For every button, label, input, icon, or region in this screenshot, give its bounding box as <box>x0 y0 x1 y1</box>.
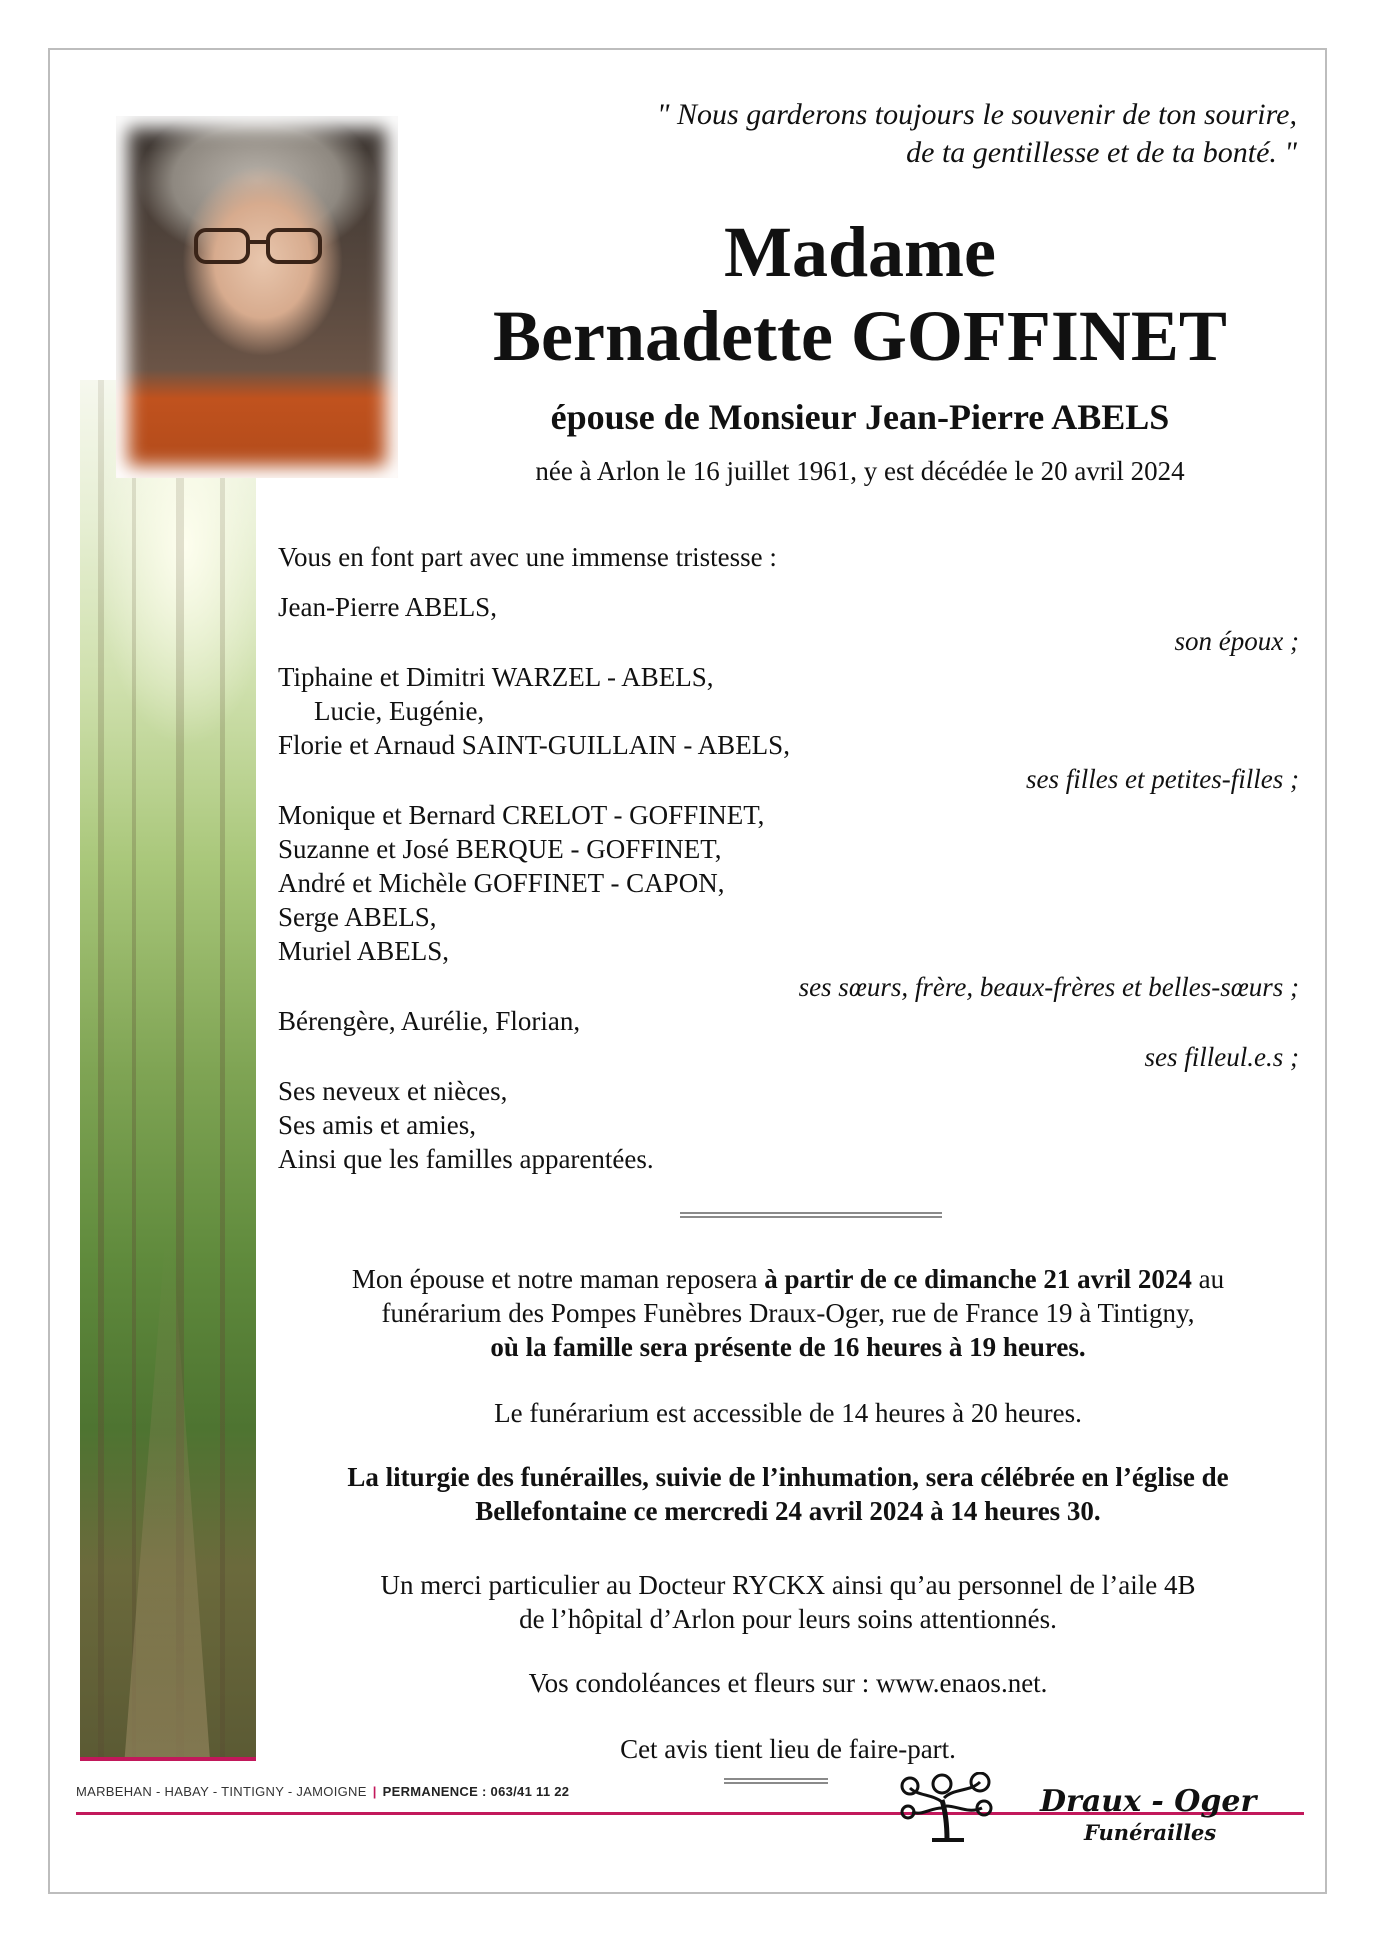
liturgy-line-1: La liturgie des funérailles, suivie de l’inhumation, sera célébrée en l’église de <box>347 1462 1229 1492</box>
family-name: André et Michèle GOFFINET - CAPON, <box>278 868 725 898</box>
family-relation: ses filleul.e.s ; <box>1144 1042 1299 1072</box>
brand-subtitle: Funérailles <box>1078 1820 1222 1845</box>
permanence-phone: PERMANENCE : 063/41 11 22 <box>382 1784 570 1799</box>
thanks-text <box>278 1568 1298 1636</box>
visitation-line-3: où la famille sera présente de 16 heures à 19 heures. <box>490 1332 1086 1362</box>
tree-logo-icon <box>892 1772 1002 1842</box>
family-name: Bérengère, Aurélie, Florian, <box>278 1006 581 1036</box>
family-name: Suzanne et José BERQUE - GOFFINET, <box>278 834 722 864</box>
birth-death-dates: née à Arlon le 16 juillet 1961, y est décédée le 20 avril 2024 <box>535 456 1185 486</box>
visitation-date: à partir de ce dimanche 21 avril 2024 <box>764 1264 1192 1294</box>
thanks-line-2: de l’hôpital d’Arlon pour leurs soins attentionnés. <box>519 1604 1057 1634</box>
family-name: Florie et Arnaud SAINT-GUILLAIN - ABELS, <box>278 730 790 760</box>
deceased-name: Bernadette GOFFINET <box>493 296 1227 376</box>
family-other: Ses amis et amies, <box>278 1110 476 1140</box>
family-name: Tiphaine et Dimitri WARZEL - ABELS, <box>278 662 714 692</box>
glasses-shape <box>194 226 324 266</box>
quote-line-1: " Nous garderons toujours le souvenir de ton sourire, <box>656 98 1297 131</box>
brand-name: Draux - Oger <box>1040 1784 1257 1819</box>
family-intro: Vous en font part avec une immense tristesse : <box>278 542 777 572</box>
visitation-line-2: funérarium des Pompes Funèbres Draux-Oger, rue de France 19 à Tintigny, <box>381 1298 1195 1328</box>
footer-separator: | <box>372 1784 377 1799</box>
notice-text: Cet avis tient lieu de faire-part. <box>620 1734 956 1764</box>
family-name: Jean-Pierre ABELS, <box>278 592 497 622</box>
portrait-photo <box>116 116 398 478</box>
family-other: Ainsi que les familles apparentées. <box>278 1144 654 1174</box>
memorial-quote <box>537 96 1297 172</box>
section-divider <box>680 1212 942 1218</box>
visitation-text <box>278 1262 1298 1364</box>
liturgy-text <box>278 1460 1298 1528</box>
condolences-text: Vos condoléances et fleurs sur : www.enaos.net. <box>528 1668 1048 1698</box>
family-name: Monique et Bernard CRELOT - GOFFINET, <box>278 800 765 830</box>
family-name: Muriel ABELS, <box>278 936 450 966</box>
family-relation: son époux ; <box>1174 626 1299 656</box>
deceased-spouse: épouse de Monsieur Jean-Pierre ABELS <box>550 397 1170 437</box>
thanks-line-1: Un merci particulier au Docteur RYCKX ainsi qu’au personnel de l’aile 4B <box>380 1570 1196 1600</box>
footer-divider <box>724 1778 828 1784</box>
footer-locations: MARBEHAN - HABAY - TINTIGNY - JAMOIGNE | PERMANENCE : 063/41 11 22 <box>76 1784 570 1799</box>
family-name: Lucie, Eugénie, <box>314 696 485 726</box>
forest-accent-bar <box>80 1757 256 1761</box>
visitation-line-1: Mon épouse et notre maman reposera à partir de ce dimanche 21 avril 2024 au <box>351 1264 1225 1294</box>
family-other: Ses neveux et nièces, <box>278 1076 508 1106</box>
liturgy-line-2: Bellefontaine ce mercredi 24 avril 2024 à 14 heures 30. <box>475 1496 1101 1526</box>
family-relation: ses sœurs, frère, beaux-frères et belles-sœurs ; <box>798 972 1299 1002</box>
family-relation: ses filles et petites-filles ; <box>1026 764 1299 794</box>
family-name: Serge ABELS, <box>278 902 437 932</box>
deceased-title: Madame <box>724 212 996 292</box>
forest-path-image <box>80 380 256 1760</box>
funerarium-access: Le funérarium est accessible de 14 heures à 20 heures. <box>494 1398 1082 1428</box>
quote-line-2: de ta gentillesse et de ta bonté. " <box>906 136 1297 169</box>
